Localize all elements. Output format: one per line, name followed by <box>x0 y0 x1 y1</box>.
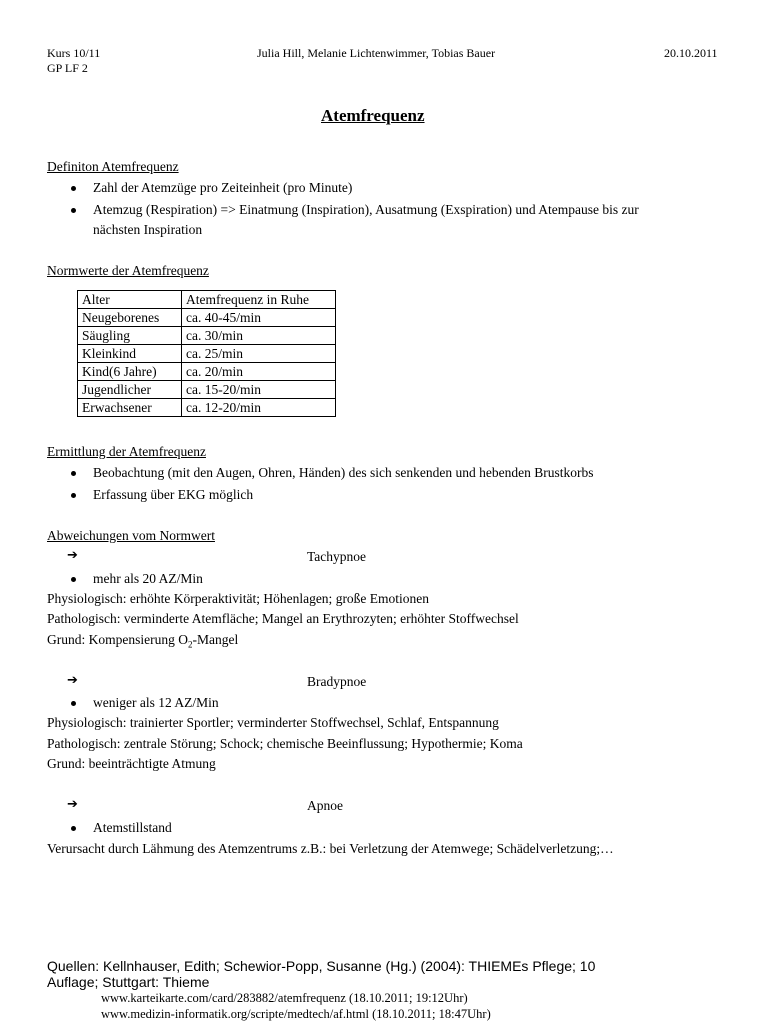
norms-table <box>77 290 336 417</box>
table-cell: ca. 20/min <box>182 363 336 381</box>
table-cell: Neugeborenes <box>78 309 182 327</box>
authors-label: Julia Hill, Melanie Lichtenwimmer, Tobias Bauer <box>257 46 496 60</box>
bullet-icon <box>71 186 76 191</box>
tachypnoe-label: Tachypnoe <box>307 549 367 564</box>
bullet-icon <box>71 493 76 498</box>
table-cell: ca. 30/min <box>182 327 336 345</box>
column-header-rate: Atemfrequenz in Ruhe <box>182 291 336 309</box>
bullet-icon <box>71 577 76 582</box>
measurement-bullet-1: Beobachtung (mit den Augen, Ohren, Händen) des sich senkenden und hebenden Brustkorbs <box>93 465 594 480</box>
tachypnoe-patho: Pathologisch: verminderte Atemfläche; Mangel an Erythrozyten; erhöhter Stoffwechsel <box>47 611 519 626</box>
column-header-age: Alter <box>78 291 182 309</box>
bullet-icon <box>71 208 76 213</box>
source-url-2: www.medizin-informatik.org/scripte/medtech/af.html (18.10.2011; 18:47Uhr) <box>101 1007 491 1021</box>
table-row <box>78 363 336 381</box>
table-cell: Jugendlicher <box>78 381 182 399</box>
table-header-row <box>78 291 336 309</box>
table-row <box>78 327 336 345</box>
measurement-heading: Ermittlung der Atemfrequenz <box>47 444 206 459</box>
sources-line-2: Auflage; Stuttgart: Thieme <box>47 974 210 990</box>
definition-heading: Definiton Atemfrequenz <box>47 159 179 174</box>
table-cell: Säugling <box>78 327 182 345</box>
bullet-icon <box>71 826 76 831</box>
table-cell: ca. 15-20/min <box>182 381 336 399</box>
bradypnoe-physio: Physiologisch: trainierter Sportler; verminderter Stoffwechsel, Schlaf, Entspannung <box>47 715 499 730</box>
definition-bullet-1: Zahl der Atemzüge pro Zeiteinheit (pro Minute) <box>93 180 353 195</box>
table-cell: Kleinkind <box>78 345 182 363</box>
table-cell: Erwachsener <box>78 399 182 417</box>
group-label: GP LF 2 <box>47 61 88 75</box>
tachypnoe-reason-suffix: -Mangel <box>192 632 239 647</box>
course-label: Kurs 10/11 <box>47 46 101 60</box>
source-url-1: www.karteikarte.com/card/283882/atemfrequenz (18.10.2011; 19:12Uhr) <box>101 991 468 1005</box>
arrow-right-icon: ➔ <box>67 548 78 563</box>
bradypnoe-patho: Pathologisch: zentrale Störung; Schock; chemische Beeinflussung; Hypothermie; Koma <box>47 736 523 751</box>
bradypnoe-reason: Grund: beeinträchtigte Atmung <box>47 756 216 771</box>
table-cell: Kind(6 Jahre) <box>78 363 182 381</box>
definition-bullet-2-cont: nächsten Inspiration <box>93 222 203 237</box>
table-row <box>78 381 336 399</box>
tachypnoe-bullet: mehr als 20 AZ/Min <box>93 571 203 586</box>
page-title: Atemfrequenz <box>321 106 425 125</box>
tachypnoe-reason-prefix: Grund: Kompensierung O <box>47 632 188 647</box>
bradypnoe-bullet: weniger als 12 AZ/Min <box>93 695 219 710</box>
tachypnoe-reason <box>47 632 238 650</box>
sources-line-1: Quellen: Kellnhauser, Edith; Schewior-Popp, Susanne (Hg.) (2004): THIEMEs Pflege; 10 <box>47 958 596 974</box>
measurement-bullet-2: Erfassung über EKG möglich <box>93 487 254 502</box>
arrow-right-icon: ➔ <box>67 797 78 812</box>
table-cell: ca. 12-20/min <box>182 399 336 417</box>
apnoe-cause: Verursacht durch Lähmung des Atemzentrums z.B.: bei Verletzung der Atemwege; Schädelverletzung;… <box>47 841 614 856</box>
bullet-icon <box>71 701 76 706</box>
bullet-icon <box>71 471 76 476</box>
date-label: 20.10.2011 <box>664 46 718 60</box>
table-row <box>78 309 336 327</box>
tachypnoe-reason-sub: 2 <box>187 639 193 650</box>
apnoe-label: Apnoe <box>307 798 343 813</box>
table-row <box>78 345 336 363</box>
table-row <box>78 399 336 417</box>
arrow-right-icon: ➔ <box>67 673 78 688</box>
norms-heading: Normwerte der Atemfrequenz <box>47 263 209 278</box>
deviations-heading: Abweichungen vom Normwert <box>47 528 215 543</box>
tachypnoe-physio: Physiologisch: erhöhte Körperaktivität; Höhenlagen; große Emotionen <box>47 591 430 606</box>
apnoe-bullet: Atemstillstand <box>93 820 172 835</box>
table-cell: ca. 25/min <box>182 345 336 363</box>
definition-bullet-2: Atemzug (Respiration) => Einatmung (Inspiration), Ausatmung (Exspiration) und Atempause bis zur <box>93 202 639 217</box>
bradypnoe-label: Bradypnoe <box>307 674 367 689</box>
table-cell: ca. 40-45/min <box>182 309 336 327</box>
